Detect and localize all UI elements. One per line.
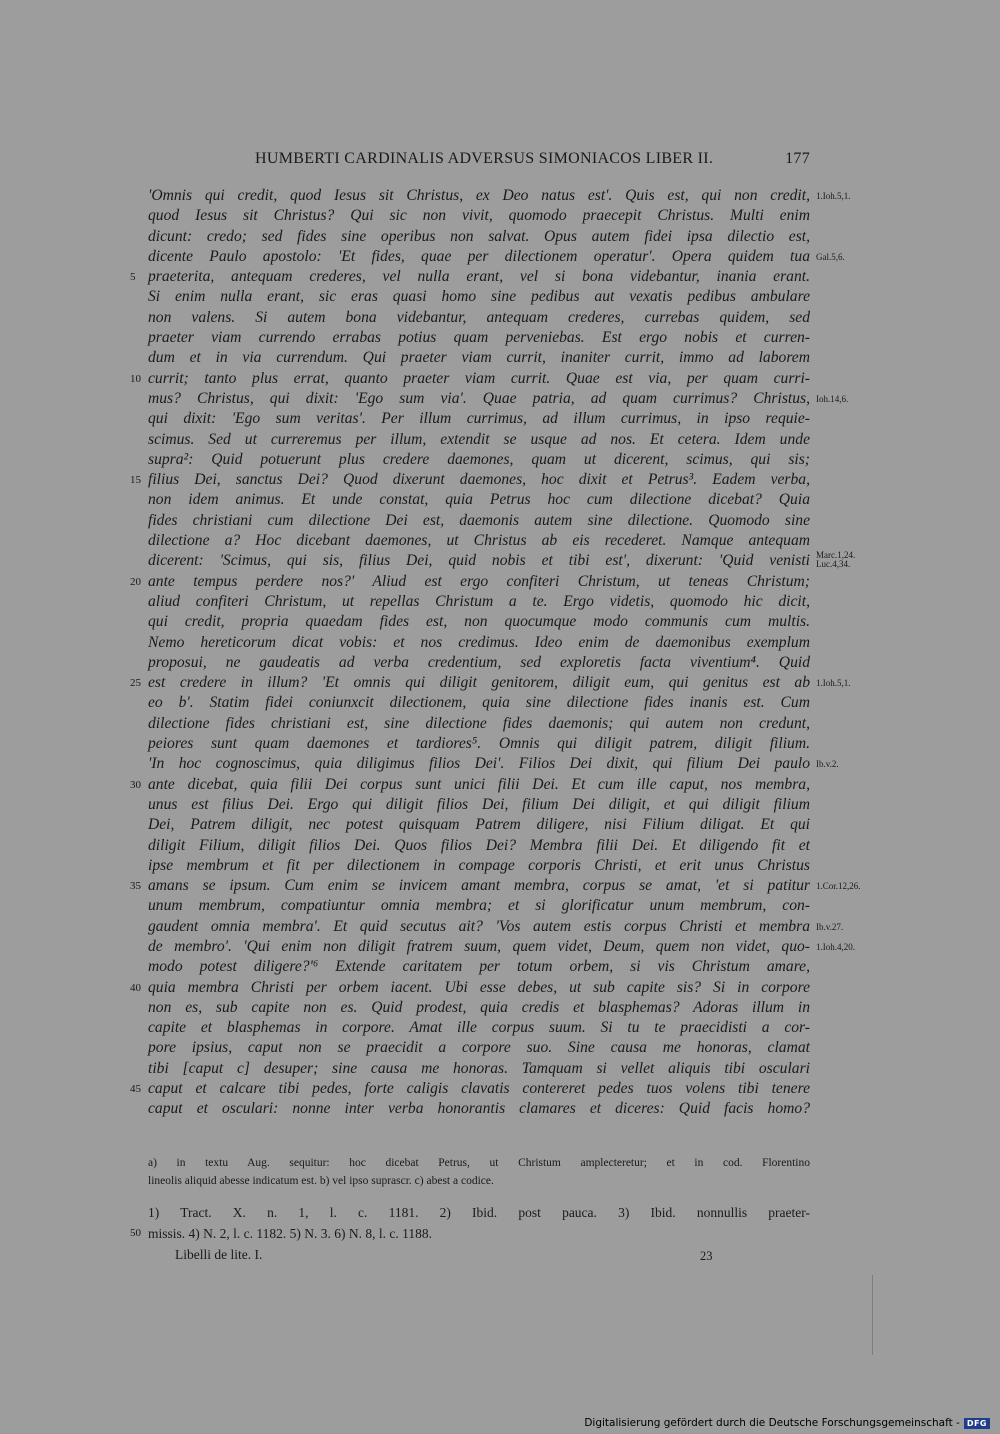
text-line — [148, 1059, 810, 1079]
text-line — [130, 978, 810, 998]
line-text: supra²: Quid potuerunt plus credere daemones, quam ut dicerent, scimus, qui sis; — [148, 450, 810, 468]
marginal-reference — [816, 551, 855, 569]
line-text: proposui, ne gaudeatis ad verba credentium, sed exploretis facta viventium⁴. Quid — [148, 653, 810, 671]
text-line — [130, 267, 810, 287]
text-line — [130, 876, 861, 896]
marginal-reference — [816, 942, 855, 952]
line-text: caput et osculari: nonne inter verba honorantis clamares et diceres: Quid facis homo? — [148, 1100, 810, 1118]
line-text: dicente Paulo apostolo: 'Et fides, quae per dilectionem operatur'. Opera quidem tua — [148, 247, 810, 265]
marginal-reference — [816, 881, 861, 891]
funding-text: Digitalisierung gefördert durch die Deutsche Forschungsgemeinschaft - — [584, 1417, 960, 1429]
line-number: 35 — [130, 880, 141, 893]
text-line — [148, 328, 810, 348]
text-line — [148, 937, 855, 957]
text-line — [148, 308, 810, 328]
line-text: qui credit, propria quaedam fides est, non quocumque modo communis cum multis. — [148, 613, 810, 631]
text-line — [148, 693, 810, 713]
line-number: 30 — [130, 778, 141, 791]
text-line — [148, 247, 845, 267]
marginal-reference-text: Luc.4,34. — [816, 559, 851, 570]
line-text: Dei, Patrem diligit, nec potest quisquam Patrem diligere, nisi Filium diligat. Et qui — [148, 816, 810, 834]
marginal-reference-text: Ioh.14,6. — [816, 393, 849, 404]
text-line — [148, 511, 810, 531]
text-line — [130, 1079, 810, 1099]
text-line — [148, 430, 810, 450]
line-text: peiores sunt quam daemones et tardiores⁵. Omnis qui diligit patrem, diligit filium. — [148, 735, 810, 753]
page-number: 177 — [785, 150, 810, 167]
text-line — [130, 470, 810, 490]
marginal-reference — [816, 394, 848, 404]
marginal-reference-text: 1.Ioh.5,1. — [816, 191, 851, 201]
line-text: pore ipsius, caput non se praecidit a corpore suo. Sine causa me honoras, clamat — [148, 1039, 810, 1057]
line-text: dicunt: credo; sed fides sine operibus non salvat. Opus autem fidei ipsa dilectio est, — [148, 227, 810, 245]
line-text: ante tempus perdere nos?' Aliud est ergo confiteri Christum, ut teneas Christum; — [148, 572, 810, 590]
text-line — [148, 633, 810, 653]
line-text: scimus. Sed ut curreremus per illum, extendit se usque ad nos. Et cetera. Idem unde — [148, 430, 810, 448]
line-text: currit; tanto plus errat, quanto praeter viam currit. Quae est via, per quam curri- — [148, 369, 810, 387]
marginal-reference-text: Marc.1,24. — [816, 550, 856, 561]
line-text: tibi [caput c] desuper; sine causa me honoras. Tamquam si vellet aliquis tibi osculari — [148, 1059, 810, 1077]
line-text: non valens. Si autem bona videbantur, antequam crederes, currebas quidem, sed — [148, 308, 810, 326]
text-line — [148, 531, 810, 551]
line-text: praeter viam currendo errabas potius quam perveniebas. Est ergo nobis et curren- — [148, 329, 810, 347]
line-text: quod Iesus sit Christus? Qui sic non vivit, quomodo praecepit Christus. Multi enim — [148, 207, 810, 225]
line-text: 'In hoc cognoscimus, quia diligimus filios Dei'. Filios Dei dixit, qui filium Dei paulo — [148, 755, 810, 773]
line-text: est credere in illum? 'Et omnis qui diligit genitorem, diligit eum, qui genitus est ab — [148, 674, 810, 692]
text-line — [148, 450, 810, 470]
source-note-line — [148, 1202, 810, 1223]
text-line — [130, 572, 810, 592]
text-line — [148, 612, 810, 632]
text-line — [130, 673, 851, 693]
line-text: caput et calcare tibi pedes, forte caligis clavatis contereret pedes tuos volens tibi tenere — [148, 1080, 810, 1098]
series-title: Libelli de lite. I. — [175, 1247, 263, 1262]
marginal-reference-text: 1.Ioh.5,1. — [816, 678, 851, 689]
marginal-reference — [816, 191, 851, 201]
text-line — [148, 653, 810, 673]
critical-apparatus — [148, 1154, 810, 1190]
text-line — [148, 348, 810, 368]
text-line — [148, 186, 851, 206]
text-line — [148, 227, 810, 247]
line-text: dum et in via currendum. Qui praeter viam currit, inaniter currit, immo ad laborem — [148, 349, 810, 367]
line-number: 5 — [130, 271, 136, 284]
source-note-line — [130, 1223, 810, 1244]
text-line — [148, 206, 810, 226]
funding-banner — [584, 1415, 990, 1431]
line-number: 45 — [130, 1083, 141, 1096]
text-line — [148, 896, 810, 916]
text-line — [148, 856, 810, 876]
line-text: aliud confiteri Christum, ut repellas Christum a te. Ergo videtis, quomodo hic dicit, — [148, 592, 810, 610]
line-text: dilectione a? Hoc dicebant daemones, ut Christus ab eis recederet. Namque antequam — [148, 532, 810, 550]
line-text: ipse membrum et fit per dilectionem in compage corporis Christi, et erit unus Christus — [148, 856, 810, 874]
marginal-reference — [816, 678, 851, 688]
text-line — [148, 409, 810, 429]
line-text: amans se ipsum. Cum enim se invicem amant membra, corpus se amat, 'et si patitur — [148, 877, 810, 895]
text-line — [148, 1018, 810, 1038]
marginal-reference — [816, 922, 843, 932]
line-text: de membro'. 'Qui enim non diligit fratrem suum, quem videt, Deum, quem non videt, quo- — [148, 937, 810, 955]
line-text: fides christiani cum dilectione Dei est, daemonis autem sine dilectione. Quomodo sine — [148, 511, 810, 529]
marginal-reference-text: Ib.v.27. — [816, 921, 844, 932]
apparatus-line: lineolis aliquid abesse indicatum est. b) vel ipso suprascr. c) abest a codice. — [148, 1175, 494, 1187]
line-number: 50 — [130, 1227, 141, 1239]
text-line — [148, 998, 810, 1018]
marginal-reference — [816, 759, 839, 769]
text-line — [148, 734, 810, 754]
signature-mark: 23 — [700, 1249, 713, 1263]
line-text: dicerent: 'Scimus, qui sis, filius Dei, quid nobis et tibi est', dixerunt: 'Quid venisti — [148, 552, 810, 570]
text-line — [130, 775, 810, 795]
dfg-logo: DFG — [964, 1418, 990, 1429]
marginal-reference-text: Ib.v.2. — [816, 759, 839, 770]
line-text: gaudent omnia membra'. Et quid secutus ait? 'Vos autem estis corpus Christi et membra — [148, 917, 810, 935]
line-text: eo b'. Statim fidei coniunxcit dilectionem, quia sine dilectione fides inanis est. Cum — [148, 694, 810, 712]
line-text: quia membra Christi per orbem iacent. Ubi esse debes, ut sub capite sis? Si in corpore — [148, 978, 810, 996]
text-line — [148, 957, 810, 977]
text-line — [148, 815, 810, 835]
marginal-reference-text: Gal.5,6. — [816, 251, 845, 262]
line-text: ante dicebat, quia filii Dei corpus sunt unici filii Dei. Et cum ille caput, nos membra, — [148, 775, 810, 793]
text-line — [148, 917, 844, 937]
line-text: unus est filius Dei. Ergo qui diligit filios Dei, filium Dei diligit, et qui diligit filium — [148, 795, 810, 813]
source-notes — [130, 1202, 810, 1244]
running-title: HUMBERTI CARDINALIS ADVERSUS SIMONIACOS LIBER II. — [255, 150, 714, 167]
source-note-text: missis. 4) N. 2, l. c. 1182. 5) N. 3. 6) N. 8, l. c. 1188. — [148, 1226, 432, 1241]
text-line — [148, 592, 810, 612]
text-line — [148, 754, 839, 774]
text-line — [148, 490, 810, 510]
text-line — [148, 714, 810, 734]
line-number: 20 — [130, 575, 141, 588]
text-line — [130, 369, 810, 389]
line-text: Nemo hereticorum dicat vobis: et nos credimus. Ideo enim de daemonibus exemplum — [148, 633, 810, 651]
text-line — [148, 389, 849, 409]
line-text: Si enim nulla erant, sic eras quasi homo sine pedibus aut vexatis pedibus ambulare — [148, 288, 810, 306]
line-number: 40 — [130, 981, 141, 994]
apparatus-line: a) in textu Aug. sequitur: hoc dicebat Petrus, ut Christum amplecteretur; et in cod. Florentino — [148, 1157, 810, 1169]
source-note-text: 1) Tract. X. n. 1, l. c. 1181. 2) Ibid. post pauca. 3) Ibid. nonnullis praeter- — [148, 1205, 810, 1220]
main-text — [130, 186, 861, 1120]
line-text: praeterita, antequam crederes, vel nulla erant, vel si bona videbantur, inania erant. — [148, 268, 810, 286]
marginal-reference-text: 1.Ioh.4,20. — [816, 941, 855, 952]
line-text: modo potest diligere?'⁶ Extende caritatem per totum orbem, si vis Christum amare, — [148, 958, 810, 976]
line-text: unum membrum, compatiuntur omnia membra; et si glorificatur unum membrum, con- — [148, 897, 810, 915]
line-text: capite et blasphemas in corpore. Amat ille corpus suum. Si tu te praecidisti a cor- — [148, 1019, 810, 1037]
line-text: mus? Christus, qui dixit: 'Ego sum via'. Quae patria, ad quam currimus? Christus, — [148, 389, 810, 407]
line-number: 10 — [130, 372, 141, 385]
text-line — [148, 550, 856, 571]
text-line — [148, 1099, 810, 1119]
line-text: non es, sub capite non es. Quid prodest, quia credis et blasphemas? Adoras illum in — [148, 998, 810, 1016]
marginal-reference — [816, 252, 845, 262]
line-text: qui dixit: 'Ego sum veritas'. Per illum currimus, ad illum currimus, in ipso requie- — [148, 410, 810, 428]
text-line — [148, 1038, 810, 1058]
line-text: 'Omnis qui credit, quod Iesus sit Christus, ex Deo natus est'. Quis est, qui non credit, — [148, 187, 810, 204]
line-text: dilectione fides christiani est, sine dilectione fides daemonis; qui autem non credunt, — [148, 714, 810, 732]
line-text: diligit Filium, diligit filios Dei. Quos filios Dei? Membra filii Dei. Et diligendo fit et — [148, 836, 810, 854]
line-text: filius Dei, sanctus Dei? Quod dixerunt daemones, hoc dixit et Petrus³. Eadem verba, — [148, 471, 810, 489]
marginal-reference-text: 1.Cor.12,26. — [816, 881, 861, 892]
line-number: 25 — [130, 677, 141, 690]
text-line — [148, 795, 810, 815]
line-text: non idem animus. Et unde constat, quia Petrus hoc cum dilectione dicebat? Quia — [148, 491, 810, 509]
line-number: 15 — [130, 474, 141, 487]
scan-artifact-line — [872, 1275, 873, 1355]
text-line — [148, 287, 810, 307]
text-line — [148, 836, 810, 856]
